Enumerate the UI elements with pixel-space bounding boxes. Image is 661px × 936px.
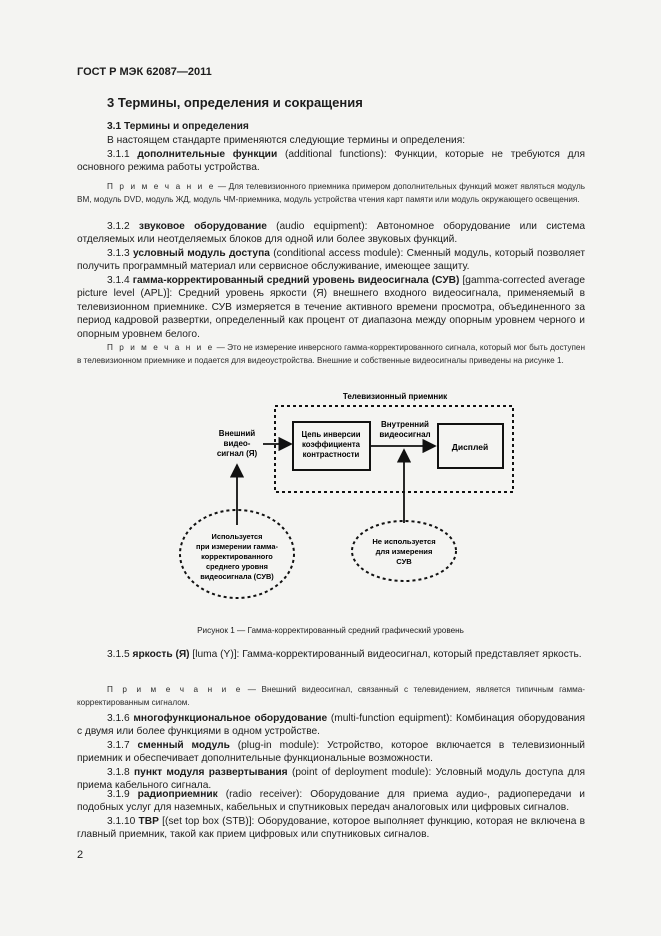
term-definition: [(set top box (STB)]: Оборудование, которое выполняет функцию, которая не включена в главный приемник, такой как прием цифровых или спутниковых сигналов. (77, 816, 585, 841)
not-used-line-1: Не используется (372, 537, 436, 546)
section-title: 3 Термины, определения и сокращения (107, 95, 363, 110)
term-definition: (plug-in module): Устройство, которое включается в телевизионный приемник и обеспечивает дополнительные функциональные возможности. (77, 740, 585, 765)
term-3-1-3 (77, 247, 585, 274)
tv-receiver-label: Телевизионный приемник (342, 392, 448, 401)
used-line-3: корректированного (201, 552, 273, 561)
term-name: многофункциональное оборудование (133, 713, 328, 724)
term-definition: (point of deployment module): Условный модуль доступа для приема кабельного сигнала. (77, 767, 585, 792)
term-name: звуковое оборудование (138, 221, 267, 232)
term-number: 3.1.4 (107, 275, 133, 286)
term-3-1-7 (77, 739, 585, 766)
int-signal-line-1: Внутренний (381, 420, 429, 429)
term-definition: (conditional access module): Сменный модуль, который позволяет получить программный материал или сервисное обслуживание, имеющее защиту. (77, 248, 585, 273)
note-3 (77, 683, 585, 709)
intro-paragraph: В настоящем стандарте применяются следующие термины и определения: (107, 135, 466, 146)
term-number: 3.1.10 (107, 816, 139, 827)
term-definition: [luma (Y)]: Гамма-корректированный видеосигнал, который представляет яркость. (189, 649, 582, 660)
used-line-1: Используется (211, 532, 263, 541)
note-1 (77, 180, 585, 206)
ext-signal-line-3: сигнал (Я) (216, 449, 258, 458)
term-definition: (radio receiver): Оборудование для приема аудио-, радиопередачи и подобных услуг для наземных, кабельных и спутниковых передач аналоговых или цифровых сигналов. (77, 789, 585, 814)
term-number: 3.1.6 (107, 713, 134, 724)
term-name: яркость (Я) (132, 649, 190, 660)
subsection-title: 3.1 Термины и определения (107, 121, 249, 132)
term-3-1-10 (77, 815, 585, 842)
used-line-5: видеосигнала (СУВ) (200, 572, 274, 581)
term-definition: (additional functions): Функции, которые не требуются для основного режима работы устройства. (77, 149, 585, 174)
term-definition: [gamma-corrected average picture level (APL)]: Средний уровень яркости (Я) внешнего входного видеосигнала, применяемый в телевизионном приемнике. СУВ измеряется в течение активного времени просмотра, объединенного за период кадровой развертки, определенный как процент от диапазона между опорным уровнем черного и опорным уровнем белого. (77, 275, 585, 340)
term-number: 3.1.8 (107, 767, 135, 778)
term-3-1-9 (77, 788, 585, 815)
not-used-line-3: СУВ (396, 557, 412, 566)
display-label: Дисплей (451, 442, 489, 452)
term-name: дополнительные функции (137, 149, 278, 160)
chain-line-3: контрастности (302, 450, 360, 459)
note-label: П р и м е ч а н и е (107, 343, 215, 352)
note-2 (77, 341, 585, 367)
term-3-1-4 (77, 274, 585, 341)
term-definition: (multi-function equipment): Комбинация оборудования с двумя или более функциями в одном устройстве. (77, 713, 585, 738)
chain-line-2: коэффициента (302, 440, 360, 449)
chain-line-1: Цепь инверсии (301, 430, 361, 439)
ext-signal-line-2: видео- (223, 439, 251, 448)
note-label: П р и м е ч а н и е (107, 182, 216, 191)
used-line-2: при измерении гамма- (195, 542, 279, 551)
page-number: 2 (77, 849, 84, 861)
ext-signal-line-1: Внешний (218, 429, 256, 438)
term-3-1-1 (77, 148, 585, 175)
term-3-1-2 (77, 220, 585, 247)
not-used-line-2: для измерения (375, 547, 433, 556)
term-number: 3.1.2 (107, 221, 139, 232)
term-3-1-6 (77, 712, 585, 739)
term-definition: (audio equipment): Автономное оборудование или система отделяемых или неотделяемых блоков для одной или более звуковых функций. (77, 221, 585, 246)
term-number: 3.1.7 (107, 740, 138, 751)
int-signal-line-2: видеосигнал (379, 430, 431, 439)
term-name: радиоприемник (137, 789, 218, 800)
term-name: сменный модуль (137, 740, 230, 751)
term-number: 3.1.3 (107, 248, 133, 259)
term-name: гамма-корректированный средний уровень видеосигнала (СУВ) (132, 275, 460, 286)
note-label: П р и м е ч а н и е (107, 685, 243, 694)
used-line-4: среднего уровня (206, 562, 268, 571)
note-text: — Это не измерение инверсного гамма-корректированного сигнала, который мог быть доступен в телевизионном приемнике и подается для видеоустройства. Внешние и собственные видеосигналы приведены на рисунке 1. (77, 343, 585, 365)
term-name: пункт модуля развертывания (134, 767, 288, 778)
term-3-1-5 (77, 648, 585, 661)
document-header: ГОСТ Р МЭК 62087—2011 (77, 66, 212, 78)
note-text: — Внешний видеосигнал, связанный с телевидением, является типичным гамма-корректированным сигналом. (77, 685, 585, 707)
figure-caption: Рисунок 1 — Гамма-корректированный средний графический уровень (197, 626, 464, 635)
term-name: условный модуль доступа (132, 248, 270, 259)
term-number: 3.1.9 (107, 789, 138, 800)
figure-1-diagram (150, 385, 530, 613)
term-number: 3.1.5 (107, 649, 133, 660)
note-text: — Для телевизионного приемника примером дополнительных функций может являться модуль ВМ, модуль DVD, модуль ЖД, модуль ЧМ-приемника, модуль устройства чтения карт памяти или модуль окружающего освещения. (77, 182, 585, 204)
term-name: ТВР (138, 816, 159, 827)
term-number: 3.1.1 (107, 149, 138, 160)
